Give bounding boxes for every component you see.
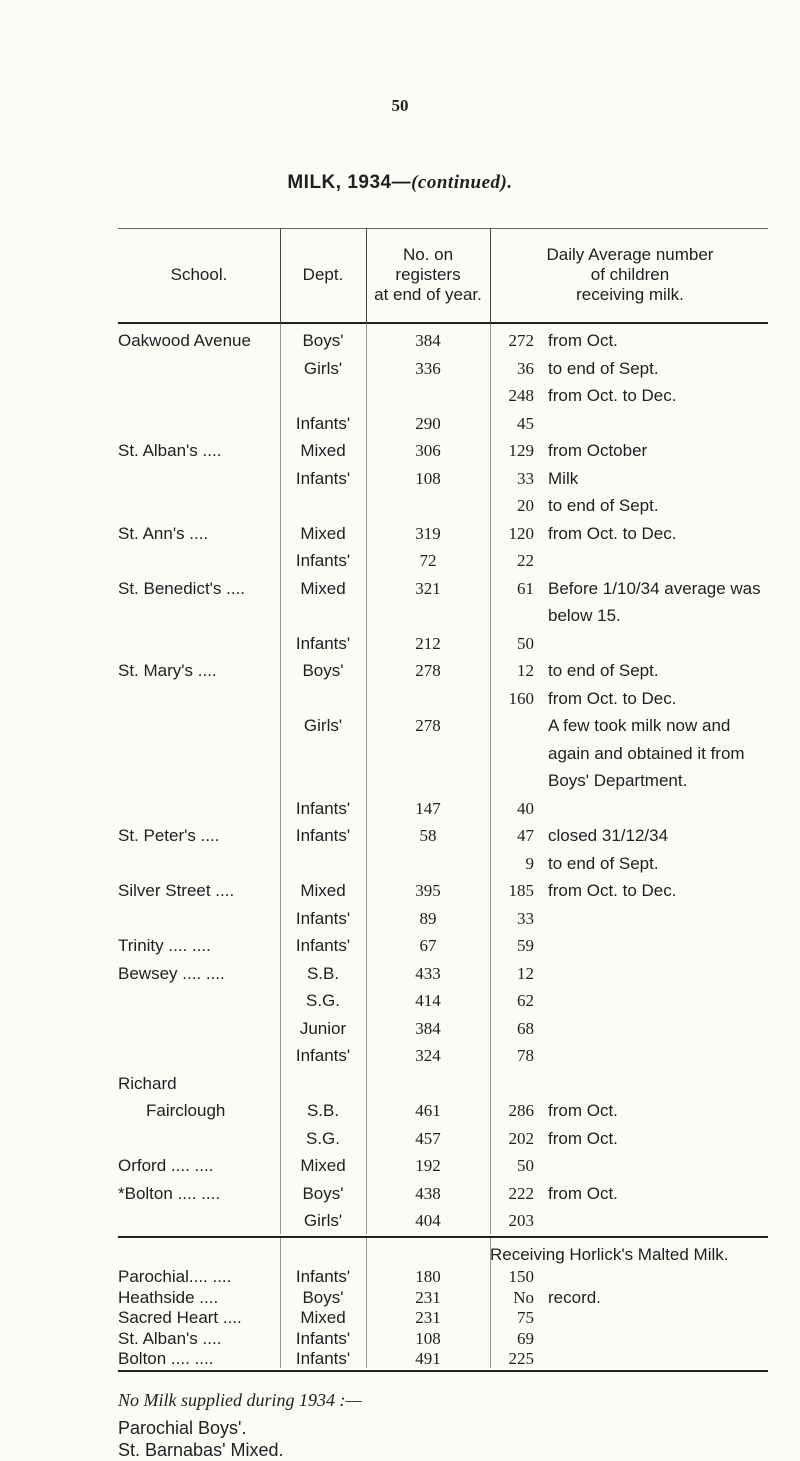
registers-cell: 384 bbox=[415, 1018, 441, 1038]
table-row bbox=[0, 743, 800, 765]
header-registers-line: registers bbox=[395, 265, 461, 284]
remark-cell: from Oct. to Dec. bbox=[548, 523, 677, 543]
average-cell: No bbox=[513, 1287, 534, 1307]
table-row bbox=[0, 1100, 800, 1122]
dept-cell: Girls' bbox=[303, 358, 343, 378]
title-continued: (continued). bbox=[411, 172, 513, 193]
registers-cell: 192 bbox=[415, 1156, 441, 1175]
average-cell: 12 bbox=[517, 661, 534, 680]
remark-cell: from Oct. bbox=[548, 331, 618, 350]
table-row bbox=[0, 578, 800, 600]
remark-cell: Boys' Department. bbox=[548, 771, 688, 790]
dept-cell: Infants' bbox=[295, 1046, 351, 1065]
table-row bbox=[0, 770, 800, 792]
table-row bbox=[0, 468, 800, 490]
registers-cell: 67 bbox=[419, 936, 437, 955]
dept-cell: Infants' bbox=[295, 551, 351, 570]
registers-cell: 461 bbox=[415, 1101, 441, 1120]
dept-cell: S.G. bbox=[305, 991, 340, 1010]
registers-cell: 324 bbox=[415, 1046, 441, 1065]
table-row bbox=[0, 1307, 800, 1329]
footer-heading: No Milk supplied during 1934 :— bbox=[118, 1390, 362, 1410]
school-cell: St. Alban's .... bbox=[118, 1328, 222, 1348]
remark-cell: below 15. bbox=[548, 606, 621, 625]
dept-cell: Infants' bbox=[295, 1328, 351, 1348]
registers-cell: 278 bbox=[415, 661, 441, 680]
table-row bbox=[0, 358, 800, 380]
table-row bbox=[0, 688, 800, 710]
table-row bbox=[0, 990, 800, 1012]
table-row bbox=[0, 495, 800, 517]
school-cell: St. Benedict's .... bbox=[118, 578, 246, 598]
average-cell: 20 bbox=[517, 496, 534, 515]
school-cell: Fairclough bbox=[146, 1101, 226, 1120]
average-cell: 286 bbox=[508, 1101, 534, 1120]
table-row bbox=[0, 330, 800, 352]
registers-cell: 58 bbox=[419, 826, 437, 845]
dept-cell: Infants' bbox=[295, 908, 351, 928]
dept-cell: Boys' bbox=[302, 331, 344, 350]
school-cell: Richard bbox=[118, 1073, 177, 1093]
dept-cell: Mixed bbox=[300, 578, 346, 598]
average-cell: 47 bbox=[517, 826, 534, 845]
table-row bbox=[0, 1266, 800, 1288]
remark-cell: from Oct. bbox=[548, 1101, 618, 1120]
average-cell: 75 bbox=[517, 1308, 534, 1327]
average-cell: 68 bbox=[517, 1018, 534, 1038]
table-row bbox=[0, 825, 800, 847]
average-cell: 185 bbox=[508, 881, 534, 900]
school-cell: St. Mary's .... bbox=[118, 661, 217, 680]
header-average bbox=[490, 245, 770, 305]
dept-cell: Infants' bbox=[295, 826, 351, 845]
school-cell: Parochial.... .... bbox=[118, 1267, 232, 1286]
table-row bbox=[0, 853, 800, 875]
table-row bbox=[0, 633, 800, 655]
table-row bbox=[0, 1348, 800, 1370]
header-bottom-rule bbox=[118, 322, 768, 324]
registers-cell: 290 bbox=[415, 413, 441, 433]
header-school: School. bbox=[170, 265, 228, 284]
dept-cell: Boys' bbox=[302, 661, 344, 680]
title-main: MILK, 1934 bbox=[287, 172, 392, 193]
school-cell: Silver Street .... bbox=[118, 881, 235, 900]
dept-cell: Junior bbox=[299, 1018, 347, 1038]
dept-cell: Infants' bbox=[295, 936, 351, 955]
school-cell: Trinity .... .... bbox=[118, 936, 211, 955]
table-row bbox=[0, 715, 800, 737]
table-row bbox=[0, 935, 800, 957]
dept-cell: Infants' bbox=[295, 798, 351, 818]
remark-cell: to end of Sept. bbox=[548, 496, 659, 515]
dept-cell: Infants' bbox=[295, 413, 351, 433]
table-row bbox=[0, 963, 800, 985]
remark-cell: from Oct. to Dec. bbox=[548, 688, 677, 708]
average-cell: 33 bbox=[517, 908, 534, 928]
dept-cell: Girls' bbox=[303, 1211, 343, 1230]
remark-cell: A few took milk now and bbox=[548, 716, 731, 735]
dept-cell: Infants' bbox=[295, 1349, 351, 1368]
table-row bbox=[0, 1328, 800, 1350]
table-row bbox=[0, 385, 800, 407]
average-cell: 69 bbox=[517, 1328, 534, 1348]
page-title bbox=[0, 172, 800, 194]
remark-cell: record. bbox=[548, 1287, 601, 1307]
footer-line: Parochial Boys'. bbox=[118, 1418, 247, 1438]
school-cell: Oakwood Avenue bbox=[118, 331, 251, 350]
table-row bbox=[0, 550, 800, 572]
dept-cell: Mixed bbox=[300, 523, 346, 543]
dept-cell: Boys' bbox=[302, 1183, 344, 1203]
remark-cell: from Oct. to Dec. bbox=[548, 386, 677, 405]
table-row bbox=[0, 1018, 800, 1040]
table-row bbox=[0, 660, 800, 682]
average-cell: 9 bbox=[525, 853, 534, 873]
header-registers bbox=[366, 245, 490, 305]
header-average-line: Daily Average number bbox=[546, 245, 714, 264]
average-cell: 62 bbox=[517, 991, 534, 1010]
school-cell: St. Peter's .... bbox=[118, 826, 220, 845]
remark-cell: Milk bbox=[548, 468, 579, 488]
registers-cell: 414 bbox=[415, 991, 441, 1010]
registers-cell: 336 bbox=[415, 358, 441, 378]
school-cell: Bolton .... .... bbox=[118, 1349, 214, 1368]
table-row bbox=[0, 1045, 800, 1067]
table-row bbox=[0, 880, 800, 902]
remark-cell: closed 31/12/34 bbox=[548, 826, 669, 845]
dept-cell: S.B. bbox=[306, 963, 340, 983]
registers-cell: 457 bbox=[415, 1128, 441, 1148]
average-cell: 78 bbox=[517, 1046, 534, 1065]
registers-cell: 395 bbox=[415, 881, 441, 900]
school-cell: St. Ann's .... bbox=[118, 523, 209, 543]
table-row bbox=[0, 798, 800, 820]
horlicks-heading-row bbox=[0, 1244, 800, 1266]
dept-cell: Girls' bbox=[303, 716, 343, 735]
dept-cell: Mixed bbox=[300, 441, 346, 460]
dept-cell: Infants' bbox=[295, 468, 351, 488]
remark-cell: from Oct. to Dec. bbox=[548, 881, 677, 900]
average-cell: 120 bbox=[508, 523, 534, 543]
remark-cell: from October bbox=[548, 441, 648, 460]
school-cell: Orford .... .... bbox=[118, 1156, 214, 1175]
average-cell: 36 bbox=[517, 358, 534, 378]
average-cell: 272 bbox=[508, 331, 534, 350]
dept-cell: Infants' bbox=[295, 1267, 351, 1286]
horlicks-heading: Receiving Horlick's Malted Milk. bbox=[490, 1245, 729, 1264]
dept-cell: S.B. bbox=[306, 1101, 340, 1120]
registers-cell: 438 bbox=[415, 1183, 441, 1203]
registers-cell: 384 bbox=[415, 331, 441, 350]
registers-cell: 231 bbox=[415, 1308, 441, 1327]
average-cell: 248 bbox=[508, 386, 534, 405]
dept-cell: Mixed bbox=[300, 1156, 346, 1175]
registers-cell: 108 bbox=[415, 1328, 441, 1348]
registers-cell: 212 bbox=[415, 633, 441, 653]
registers-cell: 321 bbox=[415, 578, 441, 598]
header-registers-line: at end of year. bbox=[374, 285, 482, 304]
remark-cell: from Oct. bbox=[548, 1183, 618, 1203]
average-cell: 225 bbox=[508, 1349, 534, 1368]
table-row bbox=[0, 1287, 800, 1309]
header-dept: Dept. bbox=[302, 265, 344, 284]
average-cell: 33 bbox=[517, 468, 534, 488]
dept-cell: Mixed bbox=[300, 1308, 346, 1327]
average-cell: 12 bbox=[517, 963, 534, 983]
average-cell: 40 bbox=[517, 798, 534, 818]
table-row bbox=[0, 1155, 800, 1177]
remark-cell: from Oct. bbox=[548, 1128, 618, 1148]
remark-cell: Before 1/10/34 average was bbox=[548, 578, 761, 598]
dept-cell: Boys' bbox=[302, 1287, 344, 1307]
average-cell: 50 bbox=[517, 1156, 534, 1175]
average-cell: 59 bbox=[517, 936, 534, 955]
header-registers-line: No. on bbox=[402, 245, 454, 264]
footer-line: St. Barnabas' Mixed. bbox=[118, 1440, 284, 1460]
registers-cell: 433 bbox=[415, 963, 441, 983]
table-row bbox=[0, 1128, 800, 1150]
dept-cell: Mixed bbox=[300, 881, 346, 900]
title-dash: — bbox=[391, 172, 412, 193]
registers-cell: 278 bbox=[415, 716, 441, 735]
registers-cell: 404 bbox=[415, 1211, 441, 1230]
header-average-line: receiving milk. bbox=[576, 285, 684, 304]
table-row bbox=[0, 523, 800, 545]
registers-cell: 319 bbox=[415, 523, 441, 543]
registers-cell: 306 bbox=[415, 441, 441, 460]
page-number: 50 bbox=[391, 96, 409, 115]
school-cell: Heathside .... bbox=[118, 1287, 219, 1307]
average-cell: 160 bbox=[508, 688, 534, 708]
registers-cell: 231 bbox=[415, 1287, 441, 1307]
average-cell: 45 bbox=[517, 413, 534, 433]
registers-cell: 491 bbox=[415, 1349, 441, 1368]
average-cell: 203 bbox=[508, 1211, 534, 1230]
section-divider-rule bbox=[118, 1236, 768, 1238]
school-cell: Bewsey .... .... bbox=[118, 963, 225, 983]
table-bottom-rule bbox=[118, 1370, 768, 1372]
average-cell: 61 bbox=[517, 578, 534, 598]
dept-cell: S.G. bbox=[305, 1128, 340, 1148]
average-cell: 22 bbox=[517, 551, 534, 570]
registers-cell: 180 bbox=[415, 1267, 441, 1286]
table-row bbox=[0, 1073, 800, 1095]
average-cell: 129 bbox=[508, 441, 534, 460]
remark-cell: again and obtained it from bbox=[548, 743, 745, 763]
table-row bbox=[0, 908, 800, 930]
remark-cell: to end of Sept. bbox=[548, 358, 659, 378]
average-cell: 50 bbox=[517, 633, 534, 653]
average-cell: 222 bbox=[508, 1183, 534, 1203]
registers-cell: 72 bbox=[419, 551, 437, 570]
table-top-rule bbox=[118, 228, 768, 229]
header-average-line: of children bbox=[590, 265, 670, 284]
average-cell: 150 bbox=[508, 1267, 534, 1286]
remark-cell: to end of Sept. bbox=[548, 661, 659, 680]
average-cell: 202 bbox=[508, 1128, 534, 1148]
school-cell: *Bolton .... .... bbox=[118, 1183, 221, 1203]
registers-cell: 147 bbox=[415, 798, 441, 818]
table-row bbox=[0, 413, 800, 435]
school-cell: Sacred Heart .... bbox=[118, 1308, 242, 1327]
remark-cell: to end of Sept. bbox=[548, 853, 659, 873]
registers-cell: 89 bbox=[419, 908, 437, 928]
dept-cell: Infants' bbox=[295, 633, 351, 653]
registers-cell: 108 bbox=[415, 468, 441, 488]
school-cell: St. Alban's .... bbox=[118, 441, 222, 460]
table-row bbox=[0, 605, 800, 627]
table-row bbox=[0, 440, 800, 462]
table-row bbox=[0, 1183, 800, 1205]
table-row bbox=[0, 1210, 800, 1232]
